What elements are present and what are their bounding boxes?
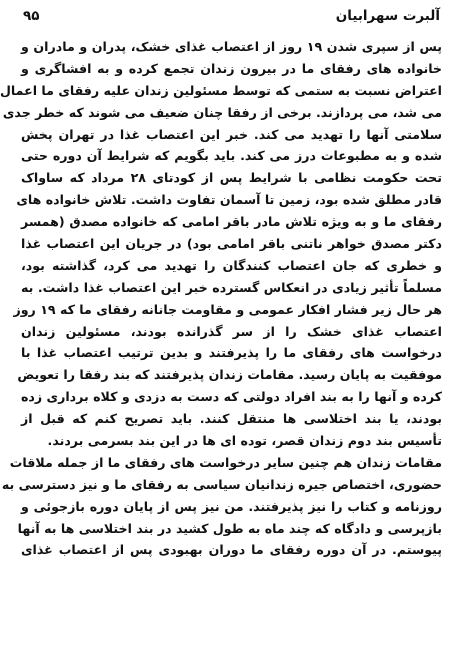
text-line: درخواست های رفقای ما را پذیرفتند و بدین ترتیب اعتصاب غذا با — [21, 345, 442, 361]
text-line: و خطری که جان اعتصاب کنندگان را تهدید می کرد، گذاشته بود، — [21, 257, 442, 273]
text-line: تأسیس بند دوم زندان قصر، توده ای ها در این بند بسرمی بردند. — [47, 433, 442, 449]
text-line: مسلماً تأثیر زیادی در انعکاس گسترده خبر این اعتصاب غذا داشت. به — [21, 279, 442, 295]
text-line: قادر مطلق شده بود، زمین تا آسمان تفاوت داشت. تلاش خانواده های — [16, 192, 442, 208]
text-line: مقامات زندان هم چنین سایر درخواست های رفقای ما از جمله ملاقات — [9, 454, 442, 470]
text-line: حضوری، اختصاص جیره زندانیان سیاسی به رفقای ما و نیز دسترسی به — [1, 476, 442, 492]
text-line: پیوستم. در آن دوره رفقای ما دوران بهبودی پس از اعتصاب غذای — [21, 542, 442, 558]
text-line: بودند، یا بند اختلاسی ها منتقل کنند. باید تصریح کنم که قبل از — [21, 411, 442, 427]
text-line: سلامتی آنها را تهدید می کند. خبر این اعتصاب غذا در تهران پخش — [21, 126, 442, 142]
text-line: هر حال زیر فشار افکار عمومی و مقاومت جانانه رفقای ما که ۱۹ روز — [13, 301, 442, 317]
text-line: تحت حکومت نظامی با شرایط پس از کودتای ۲۸ مرداد که ساواک — [21, 170, 442, 186]
text-line: دکتر مصدق خواهر ناتنی باقر امامی بود) در جریان این اعتصاب غذا — [21, 236, 442, 252]
text-line: شده و به مطبوعات درز می کند. باید بگویم که شرایط آن دوره حتی — [21, 148, 442, 164]
page-number: ۹۵ — [23, 8, 40, 24]
text-line: کرده و آنها را به بند افراد دولتی که دست به دزدی و کلاه برداری زده — [21, 389, 442, 405]
text-line: روزنامه و کتاب را نیز پذیرفتند. من نیز پس از پایان دوره بازجوئی و — [21, 498, 442, 514]
body-text — [0, 36, 443, 561]
text-line: اعتراض نسبت به ستمی که توسط مسئولین زندان علیه رفقای ما اعمال — [0, 82, 442, 98]
text-line: بازپرسی و دادگاه که چند ماه به طول کشید در بند اختلاسی ها به آنها — [17, 520, 442, 536]
text-line: اعتصاب غذای خشک را از سر گذرانده بودند، مسئولین زندان — [21, 323, 442, 339]
book-page — [0, 4, 443, 654]
text-line: خانواده های رفقای ما در بیرون زندان تجمع کرده و به افشاگری و — [21, 60, 442, 76]
text-line: می شد، می پردازند. برخی از رفقا چنان ضعیف می شوند که خطر جدی — [2, 104, 442, 120]
text-line: پس از سپری شدن ۱۹ روز از اعتصاب غذای خشک، پدران و مادران و — [21, 39, 443, 54]
running-title: آلبرت سهرابیان — [335, 8, 440, 24]
text-line: رفقای ما و به ویژه تلاش مادر باقر امامی که خانواده مصدق (همسر — [21, 214, 442, 230]
text-line: موفقیت به پایان رسید. مقامات زندان پذیرفتند که بند رفقا را تعویض — [17, 367, 442, 383]
page-header — [21, 4, 442, 28]
